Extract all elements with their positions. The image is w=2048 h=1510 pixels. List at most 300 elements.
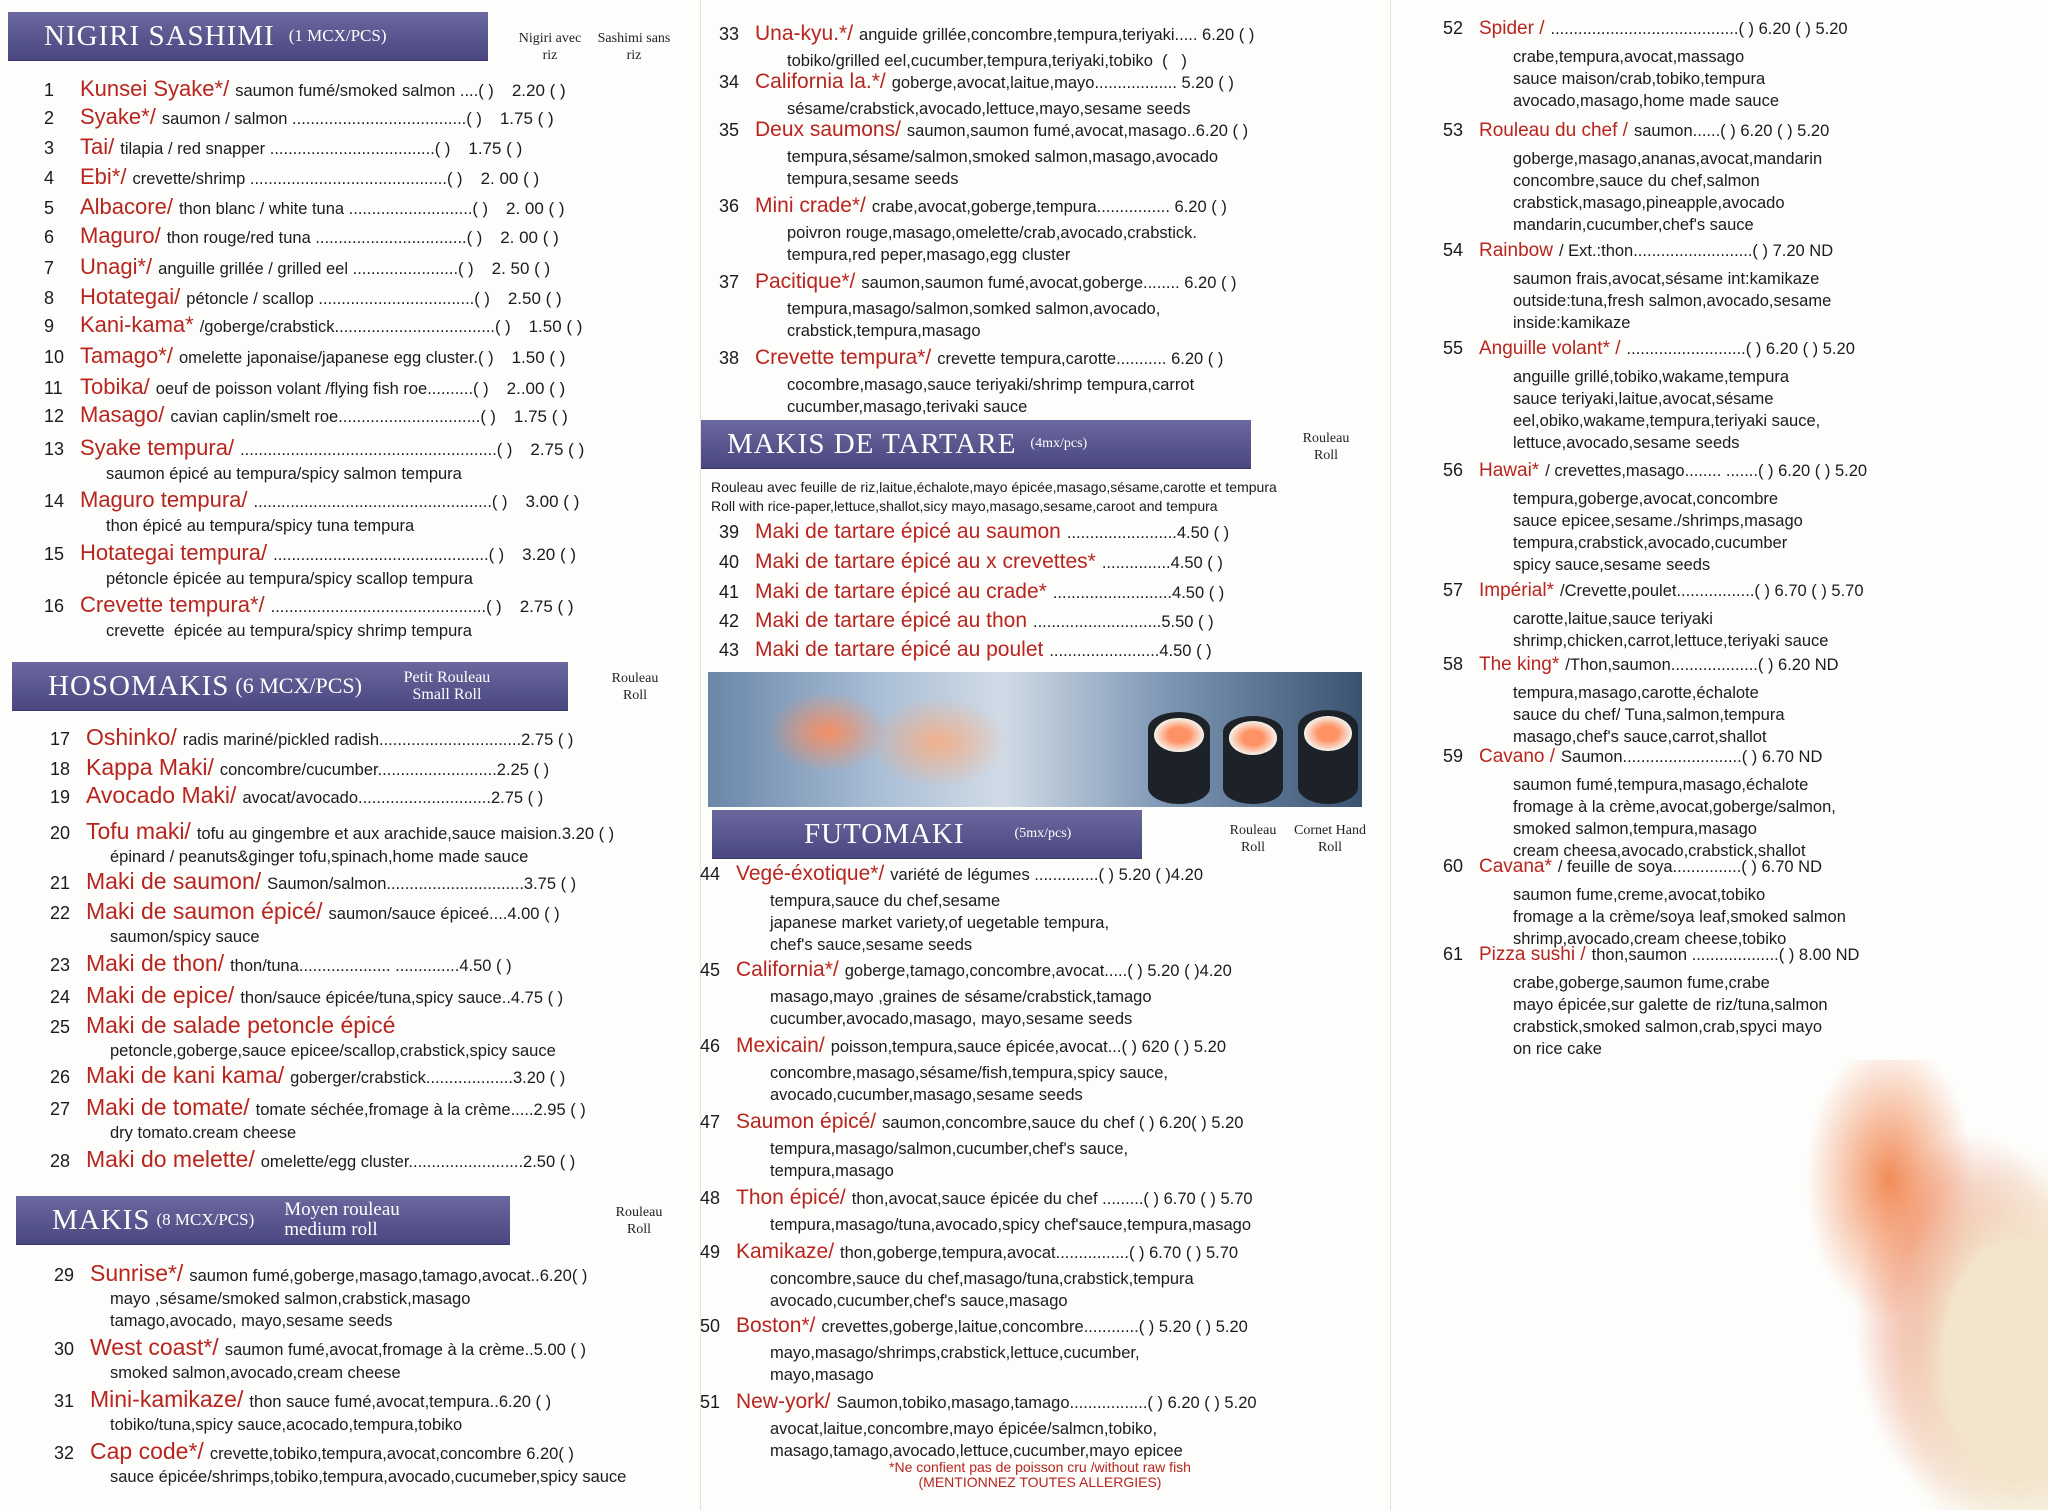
section-title: MAKIS xyxy=(52,1203,151,1236)
item-description: tilapia / red snapper ....................................( ) xyxy=(120,140,451,158)
menu-item-line xyxy=(44,223,559,251)
menu-item xyxy=(50,1062,565,1090)
menu-item xyxy=(50,950,512,978)
item-description: / feuille de soya...............( ) 6.70 ND xyxy=(1557,858,1822,876)
item-description: saumon fumé,goberge,masago,tamago,avocat..6.20( ) xyxy=(189,1267,588,1285)
item-number: 44 xyxy=(700,864,721,884)
menu-item-line xyxy=(1443,654,1839,682)
item-name: Ebi*/ xyxy=(80,164,127,189)
menu-item-line xyxy=(44,402,568,430)
item-description: crevette,tobiko,tempura,avocat,concombre 6.20( ) xyxy=(209,1445,574,1463)
item-description: ....................................................( ) xyxy=(253,493,508,511)
item-number: 29 xyxy=(54,1265,75,1285)
section-title: HOSOMAKIS xyxy=(48,669,230,702)
item-details: poivron rouge,masago,omelette/crab,avocado,crabstick. tempura,red peper,masago,egg cluster xyxy=(787,224,1197,264)
item-description: avocat/avocado.............................2.75 ( ) xyxy=(242,789,544,807)
menu-item xyxy=(1443,120,1829,236)
item-description: crevettes,goberge,laitue,concombre............( ) 5.20 ( ) 5.20 xyxy=(821,1318,1248,1336)
item-details: smoked salmon,avocado,cream cheese xyxy=(110,1364,401,1382)
item-description: anguide grillée,concombre,tempura,teriyaki..... 6.20 ( ) xyxy=(859,26,1255,44)
menu-item xyxy=(700,862,1203,956)
item-details: saumon/spicy sauce xyxy=(110,928,260,946)
item-details: cocombre,masago,sauce teriyaki/shrimp tempura,carrot cucumber,masago,terivaki sauce xyxy=(787,376,1195,416)
item-name: Maki de kani kama/ xyxy=(86,1062,285,1088)
item-name: Maki do melette/ xyxy=(86,1146,255,1172)
menu-item-line xyxy=(1443,856,1846,884)
menu-item-line xyxy=(1443,944,1859,972)
item-name: Kappa Maki/ xyxy=(86,754,214,780)
menu-item-line xyxy=(44,487,579,515)
item-name: Una-kyu.*/ xyxy=(755,22,854,45)
item-number: 11 xyxy=(44,378,63,398)
menu-item-line xyxy=(700,1240,1238,1268)
item-number: 24 xyxy=(50,987,71,1007)
item-details: mayo ,sésame/smoked salmon,crabstick,masago tamago,avocado, mayo,sesame seeds xyxy=(110,1290,471,1330)
item-details: concombre,sauce du chef,masago/tuna,crabstick,tempura avocado,cucumber,chef's sauce,masago xyxy=(770,1270,1194,1310)
item-number: 55 xyxy=(1443,338,1464,358)
item-description: crevette tempura,carotte........... 6.20 ( ) xyxy=(937,350,1224,368)
sashimi-column-label: Sashimi sans riz xyxy=(597,31,671,63)
section-count: (1 MCX/PCS) xyxy=(288,26,387,45)
item-number: 22 xyxy=(50,903,71,923)
menu-item-line xyxy=(44,134,522,162)
item-description: .........................................( ) 6.20 ( ) 5.20 xyxy=(1550,20,1848,38)
item-name: Maki de salade petoncle épicé xyxy=(86,1012,396,1038)
menu-item xyxy=(1443,746,1836,862)
menu-item xyxy=(44,487,579,537)
item-description: thon/sauce épicée/tuna,spicy sauce..4.75 ( ) xyxy=(240,989,564,1007)
item-name: Hotategai tempura/ xyxy=(80,540,268,565)
item-number: 21 xyxy=(50,873,71,893)
menu-item xyxy=(54,1386,551,1436)
item-details: tempura,masago,carotte,échalote sauce du chef/ Tuna,salmon,tempura masago,chef's sauce,carrot,shallot xyxy=(1513,684,1785,746)
item-description: ............................5.50 ( ) xyxy=(1033,613,1214,631)
item-name: Maki de epice/ xyxy=(86,982,235,1008)
item-name: Avocado Maki/ xyxy=(86,782,237,808)
menu-item xyxy=(1443,460,1867,576)
sushi-roll-closeup-photo xyxy=(1690,1060,2048,1510)
item-name: Syake tempura/ xyxy=(80,435,235,460)
item-name: California la.*/ xyxy=(755,70,886,93)
item-details: tempura,masago/salmon,somked salmon,avocado, crabstick,tempura,masago xyxy=(787,300,1161,340)
roll-column-label: Rouleau Roll xyxy=(615,1205,663,1237)
menu-item xyxy=(54,1260,587,1332)
menu-item-line xyxy=(54,1334,586,1362)
item-description: saumon,saumon fumé,avocat,goberge........ 6.20 ( ) xyxy=(861,274,1237,292)
item-number: 53 xyxy=(1443,120,1464,140)
item-details: thon épicé au tempura/spicy tuna tempura xyxy=(106,517,415,535)
menu-item-line xyxy=(50,818,614,846)
item-name: Tai/ xyxy=(80,134,115,159)
item-number: 51 xyxy=(700,1392,721,1412)
item-name: Crevette tempura*/ xyxy=(755,346,932,369)
menu-item xyxy=(1443,338,1855,454)
item-name: Maki de tartare épicé au saumon xyxy=(755,520,1061,543)
item-number: 10 xyxy=(44,347,65,367)
item-number: 34 xyxy=(719,72,740,92)
menu-item-line xyxy=(700,1314,1248,1342)
item-name: Boston*/ xyxy=(736,1314,816,1337)
menu-item xyxy=(1443,18,1848,112)
item-name: Maki de saumon épicé/ xyxy=(86,898,323,924)
item-number: 41 xyxy=(719,582,740,602)
nigiri-header xyxy=(8,12,488,60)
item-details: crevette épicée au tempura/spicy shrimp tempura xyxy=(106,622,472,640)
item-number: 17 xyxy=(50,729,71,749)
nigiri-column-label: Nigiri avec riz xyxy=(518,31,582,63)
menu-column-1 xyxy=(0,0,700,1510)
menu-item-line xyxy=(44,592,574,620)
item-number: 4 xyxy=(44,168,55,188)
item-price: 2. 00 ( ) xyxy=(500,228,559,247)
menu-item-line xyxy=(50,1012,556,1040)
item-description: anguille grillée / grilled eel .......................( ) xyxy=(158,260,474,278)
item-name: Hotategai/ xyxy=(80,284,181,309)
item-description: /goberge/crabstick...................................( ) xyxy=(199,318,511,336)
menu-item xyxy=(700,958,1232,1030)
item-price: 1.75 ( ) xyxy=(468,139,523,158)
item-description: crabe,avocat,goberge,tempura................ 6.20 ( ) xyxy=(871,198,1227,216)
menu-item xyxy=(44,284,562,312)
item-number: 38 xyxy=(719,348,740,368)
menu-item-line xyxy=(54,1438,626,1466)
section-count: (6 MCX/PCS) xyxy=(235,673,362,698)
hand-roll-column-label: Cornet Hand Roll xyxy=(1294,823,1366,855)
menu-item xyxy=(44,540,576,590)
raw-fish-footnote: *Ne confient pas de poisson cru /without raw fish (MENTIONNEZ TOUTES ALLERGIES) xyxy=(889,1459,1191,1490)
section-title: MAKIS DE TARTARE xyxy=(727,427,1017,460)
menu-item-line xyxy=(50,724,573,752)
item-name: Unagi*/ xyxy=(80,254,153,279)
menu-item-line xyxy=(44,343,565,371)
item-number: 30 xyxy=(54,1339,75,1359)
item-name: Thon épicé/ xyxy=(736,1186,846,1209)
item-details: tempura,masago/tuna,avocado,spicy chef'sauce,tempura,masago xyxy=(770,1216,1252,1234)
menu-item-line xyxy=(50,1062,565,1090)
item-description: saumon/sauce épiceé....4.00 ( ) xyxy=(328,905,560,923)
item-description: saumon......( ) 6.20 ( ) 5.20 xyxy=(1633,122,1830,140)
item-number: 7 xyxy=(44,258,55,278)
item-name: Anguille volant* / xyxy=(1479,338,1621,359)
menu-item xyxy=(50,782,543,810)
item-name: Rainbow xyxy=(1479,240,1553,261)
item-number: 23 xyxy=(50,955,71,975)
item-name: Cavana* xyxy=(1479,856,1552,877)
item-number: 31 xyxy=(54,1391,75,1411)
futomaki-area xyxy=(700,0,1390,1510)
item-name: New-york/ xyxy=(736,1390,831,1413)
menu-item xyxy=(44,312,582,340)
item-price: 2.50 ( ) xyxy=(507,289,562,308)
item-details: crabe,goberge,saumon fume,crabe mayo épicée,sur galette de riz/tuna,salmon crabstick,smoked salmon,crab,spyci mayo on rice cake xyxy=(1513,974,1828,1058)
item-name: Sunrise*/ xyxy=(90,1260,184,1286)
menu-item-line xyxy=(44,164,539,192)
menu-item xyxy=(44,76,566,104)
item-number: 60 xyxy=(1443,856,1464,876)
item-number: 36 xyxy=(719,196,740,216)
item-number: 14 xyxy=(44,491,65,511)
menu-item xyxy=(44,134,522,162)
tartare-description: Rouleau avec feuille de riz,laitue,échalote,mayo épicée,masago,sésame,carotte et tempura Roll with rice-paper,lettuce,shallot,sicy mayo,masago,sesame,caroot and tempura xyxy=(711,479,1277,514)
item-details: saumon épicé au tempura/spicy salmon tempura xyxy=(106,465,462,483)
roll-column-label: Rouleau Roll xyxy=(1302,431,1350,463)
item-description: saumon / salmon ......................................( ) xyxy=(161,110,482,128)
menu-item-line xyxy=(1443,580,1864,608)
item-details: dry tomato.cream cheese xyxy=(110,1124,297,1142)
menu-item xyxy=(700,1390,1257,1462)
item-name: Maki de saumon/ xyxy=(86,868,262,894)
menu-item-line xyxy=(700,1034,1226,1062)
item-details: sésame/crabstick,avocado,lettuce,mayo,sesame seeds xyxy=(787,100,1191,118)
menu-item xyxy=(50,1146,575,1174)
menu-item xyxy=(50,724,573,752)
item-description: thon,saumon ...................( ) 8.00 ND xyxy=(1591,946,1860,964)
item-price: 1.75 ( ) xyxy=(513,407,568,426)
item-name: Spider / xyxy=(1479,18,1545,39)
item-name: Rouleau du chef / xyxy=(1479,120,1628,141)
item-details: tempura,goberge,avocat,concombre sauce epicee,sesame./shrimps,masago tempura,crabstick,avocado,cucumber spicy sauce,sesame seeds xyxy=(1513,490,1803,574)
item-description: /Crevette,poulet.................( ) 6.70 ( ) 5.70 xyxy=(1559,582,1864,600)
item-name: Maki de thon/ xyxy=(86,950,225,976)
item-name: Kunsei Syake*/ xyxy=(80,76,230,101)
menu-item xyxy=(1443,240,1833,334)
menu-item xyxy=(50,1094,586,1144)
item-description: thon/tuna.................... ..............4.50 ( ) xyxy=(230,957,512,975)
menu-item xyxy=(700,1186,1253,1236)
item-description: goberger/crabstick...................3.20 ( ) xyxy=(290,1069,566,1087)
item-description: ...............4.50 ( ) xyxy=(1101,554,1223,572)
item-price: 2. 00 ( ) xyxy=(480,169,540,188)
item-number: 43 xyxy=(719,640,740,660)
item-name: West coast*/ xyxy=(90,1334,219,1360)
item-name: Tobika/ xyxy=(80,374,150,399)
item-description: saumon fumé,avocat,fromage à la crème..5.00 ( ) xyxy=(224,1341,587,1359)
menu-item xyxy=(1443,580,1864,652)
item-price: 2.75 ( ) xyxy=(530,440,585,459)
menu-item-line xyxy=(44,76,566,104)
item-description: /Thon,saumon...................( ) 6.20 ND xyxy=(1565,656,1839,674)
item-details: carotte,laitue,sauce teriyaki shrimp,chicken,carrot,lettuce,teriyaki sauce xyxy=(1513,610,1829,650)
item-name: Tamago*/ xyxy=(80,343,173,368)
item-number: 61 xyxy=(1443,944,1464,964)
item-number: 56 xyxy=(1443,460,1464,480)
menu-item-line xyxy=(50,782,543,810)
item-number: 25 xyxy=(50,1017,71,1037)
item-name: Albacore/ xyxy=(80,194,173,219)
item-name: Tofu maki/ xyxy=(86,818,191,844)
item-description: ...............................................( ) xyxy=(270,598,502,616)
menu-item-line xyxy=(44,540,576,568)
item-number: 13 xyxy=(44,439,65,459)
item-description: thon,avocat,sauce épicée du chef .........( ) 6.70 ( ) 5.70 xyxy=(851,1190,1253,1208)
menu-item-line xyxy=(54,1260,587,1288)
item-number: 9 xyxy=(44,316,55,336)
menu-item xyxy=(44,435,584,485)
item-details: saumon fumé,tempura,masago,échalote fromage à la crème,avocat,goberge/salmon, smoked salmon,tempura,masago cream cheesa,avocado,crabstick,shallot xyxy=(1513,776,1836,860)
item-description: pétoncle / scallop ..................................( ) xyxy=(186,290,490,308)
hosomakis-header xyxy=(12,662,568,710)
menu-item xyxy=(50,982,563,1010)
item-number: 28 xyxy=(50,1151,71,1171)
item-name: Pacitique*/ xyxy=(755,270,856,293)
item-number: 54 xyxy=(1443,240,1464,260)
item-details: crabe,tempura,avocat,massago sauce maison/crab,tobiko,tempura avocado,masago,home made sauce xyxy=(1513,48,1779,110)
menu-item-line xyxy=(44,374,565,402)
item-description: thon rouge/red tuna .................................( ) xyxy=(166,229,483,247)
menu-item-line xyxy=(50,1094,586,1122)
item-name: Maguro/ xyxy=(80,223,161,248)
menu-item-line xyxy=(44,194,565,222)
menu-item-line xyxy=(1443,120,1829,148)
item-number: 57 xyxy=(1443,580,1464,600)
item-number: 3 xyxy=(44,138,55,158)
item-details: saumon fume,creme,avocat,tobiko fromage a la crème/soya leaf,smoked salmon shrimp,avocado,cream cheese,tobiko xyxy=(1513,886,1846,948)
item-details: anguille grillé,tobiko,wakame,tempura sauce teriyaki,laitue,avocat,sésame eel,obiko,wakame,tempura,teriyaki sauce, lettuce,avocado,sesame seeds xyxy=(1513,368,1821,452)
menu-item-line xyxy=(700,1186,1253,1214)
item-price: 2.75 ( ) xyxy=(519,597,574,616)
menu-item-line xyxy=(1443,460,1867,488)
item-number: 33 xyxy=(719,24,740,44)
item-description: ...............................................( ) xyxy=(273,546,505,564)
item-price: 3.00 ( ) xyxy=(525,492,580,511)
item-description: tofu au gingembre et aux arachide,sauce maision.3.20 ( ) xyxy=(196,825,615,843)
menu-item-line xyxy=(44,104,554,132)
section-title: FUTOMAKI xyxy=(804,817,965,850)
item-details: tobiko/tuna,spicy sauce,acocado,tempura,tobiko xyxy=(110,1416,463,1434)
menu-item-line xyxy=(50,754,549,782)
menu-item xyxy=(44,104,554,132)
item-number: 46 xyxy=(700,1036,721,1056)
item-description: ........................4.50 ( ) xyxy=(1049,642,1212,660)
item-description: saumon fumé/smoked salmon ....( ) xyxy=(235,82,494,100)
item-number: 45 xyxy=(700,960,721,980)
menu-item-line xyxy=(1443,746,1836,774)
item-number: 6 xyxy=(44,227,55,247)
menu-item-line xyxy=(700,1390,1257,1418)
item-description: radis mariné/pickled radish...............................2.75 ( ) xyxy=(182,731,574,749)
item-description: saumon,concombre,sauce du chef ( ) 6.20( ) 5.20 xyxy=(882,1114,1244,1132)
menu-item xyxy=(44,164,539,192)
item-details: masago,mayo ,graines de sésame/crabstick,tamago cucumber,avocado,masago, mayo,sesame seeds xyxy=(770,988,1152,1028)
menu-item xyxy=(50,818,614,868)
item-description: crevette/shrimp ...........................................( ) xyxy=(132,170,463,188)
item-number: 16 xyxy=(44,596,65,616)
menu-item xyxy=(44,254,550,282)
item-details: tobiko/grilled eel,cucumber,tempura,teriyaki,tobiko ( ) xyxy=(787,52,1187,70)
item-description: saumon,saumon fumé,avocat,masago..6.20 ( ) xyxy=(906,122,1249,140)
item-number: 52 xyxy=(1443,18,1464,38)
menu-item xyxy=(1443,944,1859,1060)
item-name: Kamikaze/ xyxy=(736,1240,835,1263)
item-description: omelette japonaise/japanese egg cluster.( ) xyxy=(178,349,494,367)
item-number: 1 xyxy=(44,80,55,100)
item-number: 40 xyxy=(719,552,740,572)
menu-item-line xyxy=(44,254,550,282)
item-number: 8 xyxy=(44,288,55,308)
item-name: Maguro tempura/ xyxy=(80,487,248,512)
menu-item xyxy=(44,402,568,430)
item-details: tempura,masago/salmon,cucumber,chef's sauce, tempura,masago xyxy=(770,1140,1129,1180)
item-number: 58 xyxy=(1443,654,1464,674)
item-details: saumon frais,avocat,sésame int:kamikaze outside:tuna,fresh salmon,avocado,sesame inside:kamikaze xyxy=(1513,270,1832,332)
menu-item-line xyxy=(44,312,582,340)
menu-item-line xyxy=(50,898,560,926)
menu-item-line xyxy=(50,868,576,896)
item-number: 15 xyxy=(44,544,65,564)
item-number: 27 xyxy=(50,1099,71,1119)
item-number: 35 xyxy=(719,120,740,140)
item-description: omelette/egg cluster.........................2.50 ( ) xyxy=(260,1153,576,1171)
item-description: Saumon,tobiko,masago,tamago.................( ) 6.20 ( ) 5.20 xyxy=(836,1394,1257,1412)
menu-item xyxy=(44,223,559,251)
item-number: 47 xyxy=(700,1112,721,1132)
menu-item xyxy=(1443,856,1846,950)
item-price: 2. 50 ( ) xyxy=(491,259,551,278)
section-count: (4mx/pcs) xyxy=(1030,436,1088,451)
item-details: avocat,laitue,concombre,mayo épicée/salmcn,tobiko, masago,tamago,avocado,lettuce,cucumber,mayo epicee xyxy=(770,1420,1183,1460)
menu-item xyxy=(700,1110,1243,1182)
item-details: pétoncle épicée au tempura/spicy scallop tempura xyxy=(106,570,473,588)
item-name: Syake*/ xyxy=(80,104,156,129)
item-number: 20 xyxy=(50,823,71,843)
item-details: épinard / peanuts&ginger tofu,spinach,home made sauce xyxy=(110,848,529,866)
roll-column-label: Rouleau Roll xyxy=(1229,823,1277,855)
item-description: concombre/cucumber..........................2.25 ( ) xyxy=(219,761,550,779)
item-name: The king* xyxy=(1479,654,1560,675)
item-number: 32 xyxy=(54,1443,75,1463)
item-name: Masago/ xyxy=(80,402,165,427)
item-details: tempura,sauce du chef,sesame japanese market variety,of uegetable tempura, chef's sauce,sesame seeds xyxy=(770,892,1110,954)
item-number: 48 xyxy=(700,1188,721,1208)
item-number: 39 xyxy=(719,522,740,542)
item-name: California*/ xyxy=(736,958,839,981)
item-name: Mini crade*/ xyxy=(755,194,866,217)
item-name: Cavano / xyxy=(1479,746,1556,767)
item-description: goberge,tamago,concombre,avocat.....( ) 5.20 ( )4.20 xyxy=(844,962,1232,980)
item-price: 1.50 ( ) xyxy=(528,317,583,336)
item-description: goberge,avocat,laitue,mayo.................. 5.20 ( ) xyxy=(891,74,1234,92)
menu-item xyxy=(50,754,549,782)
section-count: (5mx/pcs) xyxy=(1014,826,1072,841)
menu-item-line xyxy=(700,958,1232,986)
item-name: Crevette tempura*/ xyxy=(80,592,265,617)
menu-item-line xyxy=(54,1386,551,1414)
item-number: 2 xyxy=(44,108,55,128)
menu-item xyxy=(50,1012,556,1062)
item-price: 2. 00 ( ) xyxy=(506,199,565,218)
item-number: 12 xyxy=(44,406,65,426)
section-sub-label: Petit Rouleau Small Roll xyxy=(403,669,491,703)
item-description: cavian caplin/smelt roe...............................( ) xyxy=(170,408,496,426)
item-details: sauce épicée/shrimps,tobiko,tempura,avocado,cucumeber,spicy sauce xyxy=(110,1468,627,1486)
menu-item xyxy=(50,868,576,896)
item-description: thon sauce fumé,avocat,tempura..6.20 ( ) xyxy=(249,1393,552,1411)
item-name: Maki de tartare épicé au poulet xyxy=(755,638,1044,661)
item-name: Pizza sushi / xyxy=(1479,944,1586,965)
item-number: 26 xyxy=(50,1067,71,1087)
item-name: Mini-kamikaze/ xyxy=(90,1386,244,1412)
item-name: Maki de tartare épicé au thon xyxy=(755,609,1027,632)
item-name: Mexicain/ xyxy=(736,1034,825,1057)
item-name: Cap code*/ xyxy=(90,1438,204,1464)
item-number: 59 xyxy=(1443,746,1464,766)
section-title: NIGIRI SASHIMI xyxy=(44,19,275,52)
item-name: Oshinko/ xyxy=(86,724,177,750)
item-details: goberge,masago,ananas,avocat,mandarin concombre,sauce du chef,salmon crabstick,masago,pineapple,avocado mandarin,cucumber,chef's sauce xyxy=(1513,150,1823,234)
item-description: ..........................4.50 ( ) xyxy=(1052,584,1225,602)
item-number: 37 xyxy=(719,272,740,292)
item-description: / Ext.:thon..........................( ) 7.20 ND xyxy=(1558,242,1834,260)
